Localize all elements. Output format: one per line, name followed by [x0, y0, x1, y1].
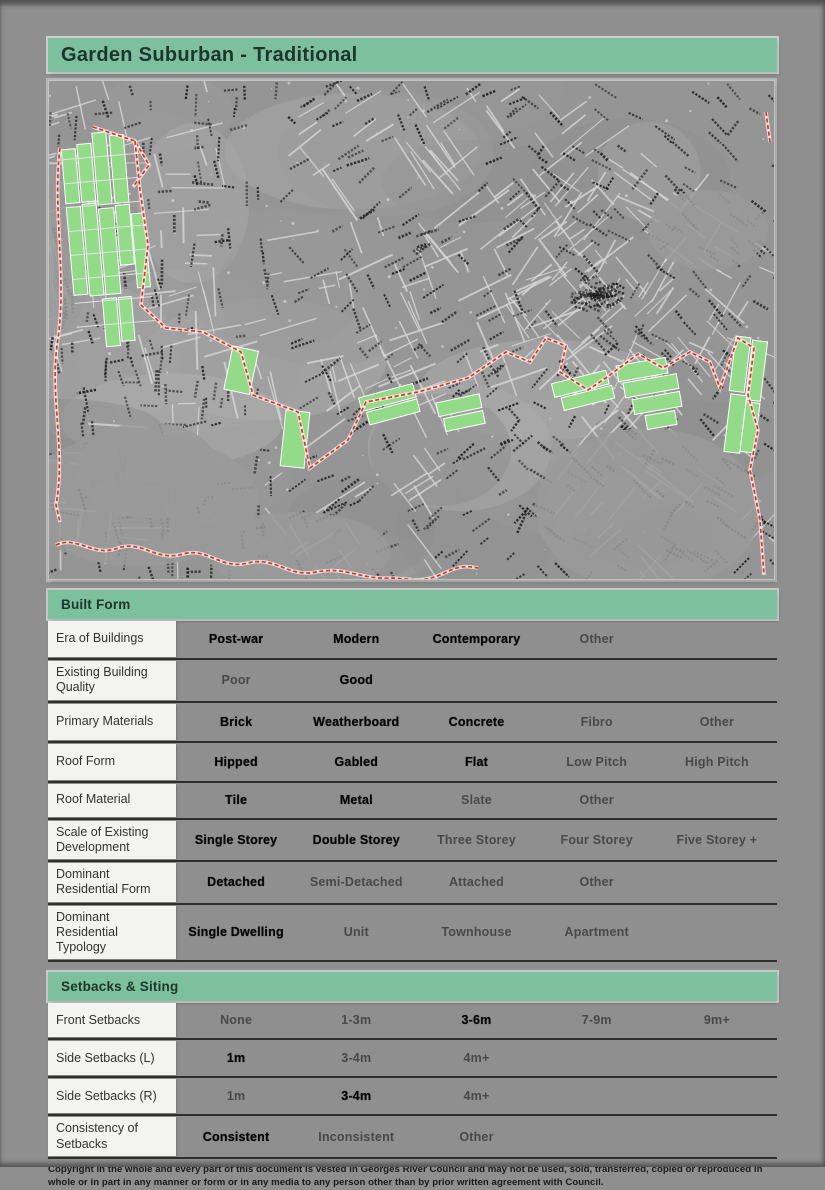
row-options — [176, 862, 777, 903]
row-label: Existing Building Quality — [48, 661, 176, 700]
row-label: Scale of Existing Development — [48, 821, 176, 860]
table-row — [48, 1002, 777, 1040]
page-title-bar — [48, 38, 777, 72]
option-unselected: 1m — [176, 1089, 296, 1103]
option-selected: Brick — [176, 715, 296, 729]
section-table — [48, 1002, 777, 1159]
row-label: Primary Materials — [48, 704, 176, 740]
locality-map — [48, 80, 775, 580]
row-label: Dominant Residential Form — [48, 863, 176, 902]
option-unselected: Inconsistent — [296, 1130, 416, 1144]
table-row — [48, 1116, 777, 1159]
table-row — [48, 1040, 777, 1078]
row-label: Side Setbacks (L) — [48, 1041, 176, 1075]
table-row — [48, 905, 777, 963]
option-selected: Single Dwelling — [176, 925, 296, 939]
option-selected: Consistent — [176, 1130, 296, 1144]
row-options — [176, 1040, 777, 1076]
option-unselected: Semi-Detached — [296, 875, 416, 889]
option-unselected: 7-9m — [537, 1013, 657, 1027]
page-title: Garden Suburban - Traditional — [61, 44, 358, 67]
row-options — [176, 783, 777, 818]
option-unselected: Slate — [416, 793, 536, 807]
section-header — [48, 590, 777, 619]
option-unselected: Townhouse — [416, 925, 536, 939]
copyright-text: Copyright in the whole and every part of this document is vested in Georges River Council and may not be used, sold, transferred, copied or reproduced in whole or in part in any manner or form or in any media to any person other than by prior written agreement with Council. — [48, 1163, 777, 1190]
row-options — [176, 743, 777, 781]
option-unselected: Other — [416, 1130, 536, 1144]
option-unselected: Low Pitch — [537, 755, 657, 769]
option-unselected: High Pitch — [657, 755, 777, 769]
section-title: Built Form — [61, 597, 131, 612]
option-unselected: Three Storey — [416, 833, 536, 847]
row-options — [176, 1002, 777, 1038]
option-selected: 3-4m — [296, 1089, 416, 1103]
table-row — [48, 783, 777, 820]
option-unselected: None — [176, 1013, 296, 1027]
option-selected: Contemporary — [416, 632, 536, 646]
option-unselected: Other — [537, 632, 657, 646]
row-options — [176, 703, 777, 741]
option-unselected: Attached — [416, 875, 536, 889]
option-unselected: 4m+ — [416, 1051, 536, 1065]
option-selected: 3-6m — [416, 1013, 536, 1027]
row-label: Roof Material — [48, 784, 176, 817]
table-row — [48, 820, 777, 863]
row-label: Consistency of Setbacks — [48, 1117, 176, 1156]
row-label: Era of Buildings — [48, 621, 176, 657]
option-unselected: Other — [657, 715, 777, 729]
row-options — [176, 1116, 777, 1157]
table-row — [48, 743, 777, 783]
section-title: Setbacks & Siting — [61, 979, 178, 994]
row-options — [176, 905, 777, 961]
option-selected: Good — [296, 673, 416, 687]
section-header — [48, 972, 777, 1001]
row-options — [176, 620, 777, 658]
option-unselected: 9m+ — [657, 1013, 777, 1027]
option-selected: Modern — [296, 632, 416, 646]
table-row — [48, 660, 777, 703]
option-unselected: 3-4m — [296, 1051, 416, 1065]
option-unselected: Five Storey + — [657, 833, 777, 847]
option-selected: Single Storey — [176, 833, 296, 847]
option-unselected: Unit — [296, 925, 416, 939]
row-label: Front Setbacks — [48, 1003, 176, 1037]
option-unselected: Other — [537, 793, 657, 807]
option-selected: Tile — [176, 793, 296, 807]
row-options — [176, 660, 777, 701]
row-options — [176, 820, 777, 861]
option-selected: Gabled — [296, 755, 416, 769]
option-unselected: 1-3m — [296, 1013, 416, 1027]
option-unselected: Apartment — [537, 925, 657, 939]
option-selected: 1m — [176, 1051, 296, 1065]
option-unselected: Fibro — [537, 715, 657, 729]
locality-map-svg — [48, 80, 775, 580]
option-selected: Weatherboard — [296, 715, 416, 729]
option-selected: Metal — [296, 793, 416, 807]
row-label: Side Setbacks (R) — [48, 1079, 176, 1113]
row-label: Roof Form — [48, 744, 176, 780]
option-selected: Double Storey — [296, 833, 416, 847]
row-label: Dominant Residential Typology — [48, 906, 176, 960]
section-table — [48, 620, 777, 962]
option-unselected: Other — [537, 875, 657, 889]
table-row — [48, 862, 777, 905]
option-selected: Hipped — [176, 755, 296, 769]
option-selected: Post-war — [176, 632, 296, 646]
row-options — [176, 1078, 777, 1114]
option-unselected: Four Storey — [537, 833, 657, 847]
option-unselected: Poor — [176, 673, 296, 687]
table-row — [48, 620, 777, 660]
option-selected: Flat — [416, 755, 536, 769]
form-sections — [48, 590, 777, 1159]
option-selected: Detached — [176, 875, 296, 889]
option-selected: Concrete — [416, 715, 536, 729]
table-row — [48, 703, 777, 743]
table-row — [48, 1078, 777, 1116]
option-unselected: 4m+ — [416, 1089, 536, 1103]
